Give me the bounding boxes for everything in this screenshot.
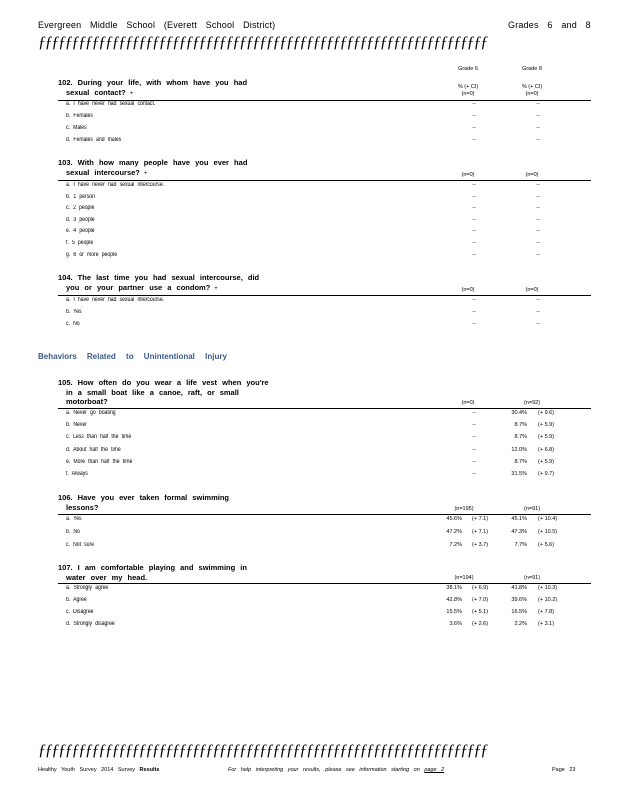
col-header-grade8: Grade 8	[522, 66, 542, 72]
table-cell: --	[536, 194, 540, 200]
table-cell: --	[536, 137, 540, 143]
table-cell: --	[536, 205, 540, 211]
question-106-title: 106. Have you ever taken formal swimming lessons?	[58, 493, 229, 512]
list-item: b. Yes	[66, 309, 82, 315]
table-cell: --	[536, 125, 540, 131]
table-cell: 47.3%	[511, 529, 527, 535]
page-link[interactable]: page 2	[424, 767, 445, 773]
table-cell: --	[536, 113, 540, 119]
section-heading: Behaviors Related to Unintentional Injury	[38, 352, 227, 361]
table-cell: --	[472, 309, 476, 315]
list-item: a. Yes	[66, 516, 82, 522]
table-cell: 12.0%	[511, 447, 527, 453]
col-subheader-grade8-pct: % (+ CI)	[521, 84, 543, 90]
table-cell: --	[472, 228, 476, 234]
list-item: c. Disagree	[66, 609, 94, 615]
table-cell: (+ 9.7)	[538, 471, 555, 477]
list-item: g. 6 or more people	[66, 252, 118, 258]
table-cell: --	[472, 434, 476, 440]
plus-marker: +	[143, 170, 148, 177]
table-cell: 8.7%	[514, 434, 527, 440]
table-cell: 2.2%	[514, 621, 527, 627]
n-grade8: (n=91)	[523, 506, 541, 512]
n-grade8: (n=92)	[523, 400, 541, 406]
table-cell: 38.1%	[446, 585, 462, 591]
table-cell: 31.5%	[511, 471, 527, 477]
table-cell: 16.5%	[511, 609, 527, 615]
list-item: b. Females	[66, 113, 93, 119]
footer-rule: ƒƒƒƒƒƒƒƒƒƒƒƒƒƒƒƒƒƒƒƒƒƒƒƒƒƒƒƒƒƒƒƒƒƒƒƒƒƒƒƒƒƒƒƒƒƒƒƒƒƒƒƒƒƒƒƒƒƒƒƒƒƒƒƒƒƒƒ	[38, 742, 487, 759]
table-cell: --	[472, 205, 476, 211]
question-104-title: 104. The last time you had sexual intercourse, did you or your partner use a condom? +	[58, 273, 260, 292]
table-cell: 8.7%	[514, 422, 527, 428]
table-cell: 7.2%	[449, 542, 462, 548]
list-item: a. I have never had sexual intercourse.	[66, 182, 165, 188]
table-cell: 47.2%	[446, 529, 462, 535]
table-cell: (+ 6.9)	[472, 585, 489, 591]
list-item: a. Never go boating	[66, 410, 116, 416]
question-103-title: 103. With how many people have you ever had sexual intercourse? +	[58, 158, 248, 177]
table-cell: (+ 9.6)	[538, 410, 555, 416]
question-103-rule	[58, 180, 591, 181]
question-107-rule	[58, 583, 591, 584]
list-item: d. 3 people	[66, 217, 95, 223]
col-subheader-grade6-n: (n=0)	[461, 91, 475, 97]
table-cell: (+ 10.5)	[538, 529, 558, 535]
table-cell: --	[472, 297, 476, 303]
list-item: e. More than half the time	[66, 459, 133, 465]
table-cell: --	[472, 240, 476, 246]
table-cell: 42.8%	[446, 597, 462, 603]
table-cell: --	[472, 447, 476, 453]
header-rule: ƒƒƒƒƒƒƒƒƒƒƒƒƒƒƒƒƒƒƒƒƒƒƒƒƒƒƒƒƒƒƒƒƒƒƒƒƒƒƒƒƒƒƒƒƒƒƒƒƒƒƒƒƒƒƒƒƒƒƒƒƒƒƒƒƒƒƒ	[38, 34, 487, 51]
table-cell: 30.4%	[511, 410, 527, 416]
col-subheader-grade6-pct: % (+ CI)	[457, 84, 479, 90]
table-cell: (+ 5.6)	[538, 542, 555, 548]
table-cell: --	[536, 240, 540, 246]
list-item: d. Females and males	[66, 137, 122, 143]
list-item: b. Never	[66, 422, 87, 428]
plus-marker: +	[214, 285, 218, 292]
table-cell: 8.7%	[514, 459, 527, 465]
table-cell: (+ 7.1)	[472, 516, 489, 522]
n-grade6: (n=195)	[454, 506, 474, 512]
table-cell: --	[472, 459, 476, 465]
table-cell: (+ 10.4)	[538, 516, 558, 522]
list-item: b. 1 person	[66, 194, 95, 200]
list-item: f. 5 people	[66, 240, 94, 246]
table-cell: --	[536, 182, 540, 188]
table-cell: --	[536, 297, 540, 303]
table-cell: (+ 3.7)	[472, 542, 489, 548]
question-106-rule	[58, 514, 591, 515]
table-cell: --	[472, 194, 476, 200]
list-item: f. Always	[66, 471, 88, 477]
list-item: a. Strongly agree	[66, 585, 109, 591]
table-cell: (+ 7.0)	[472, 597, 489, 603]
list-item: c. No	[66, 321, 80, 327]
list-item: a. I have never had sexual intercourse.	[66, 297, 165, 303]
table-cell: --	[472, 410, 476, 416]
col-header-grade6: Grade 6	[458, 66, 478, 72]
table-cell: --	[472, 471, 476, 477]
n-grade6: (n=0)	[461, 400, 475, 406]
n-grade8: (n=0)	[525, 172, 539, 178]
table-cell: --	[536, 217, 540, 223]
n-grade6: (n=194)	[454, 575, 474, 581]
footer-page-number: Page 23	[552, 767, 576, 773]
table-cell: (+ 5.9)	[538, 422, 555, 428]
report-grades: Grades 6 and 8	[508, 20, 591, 30]
table-cell: 45.6%	[446, 516, 462, 522]
table-cell: (+ 5.1)	[472, 609, 489, 615]
question-105-rule	[58, 408, 591, 409]
table-cell: (+ 5.9)	[538, 434, 555, 440]
report-school-title: Evergreen Middle School (Everett School District)	[38, 20, 276, 30]
col-subheader-grade8-n: (n=0)	[525, 91, 539, 97]
n-grade6: (n=0)	[461, 287, 475, 293]
list-item: c. Less than half the time	[66, 434, 132, 440]
question-107-title: 107. I am comfortable playing and swimming in water over my head.	[58, 563, 247, 582]
list-item: a. I have never had sexual contact.	[66, 101, 156, 107]
table-cell: 7.7%	[514, 542, 527, 548]
table-cell: (+ 2.6)	[472, 621, 489, 627]
table-cell: (+ 3.1)	[538, 621, 555, 627]
table-cell: --	[472, 422, 476, 428]
plus-marker: +	[129, 90, 134, 97]
n-grade8: (n=0)	[525, 287, 539, 293]
list-item: b. Agree	[66, 597, 87, 603]
table-cell: --	[472, 217, 476, 223]
list-item: c. Not sure	[66, 542, 95, 548]
table-cell: --	[472, 113, 476, 119]
table-cell: --	[536, 228, 540, 234]
table-cell: --	[472, 252, 476, 258]
footer-help-text: For help interpreting your results, please see information starting on page 2	[228, 767, 445, 773]
list-item: c. 2 people	[66, 205, 95, 211]
table-cell: (+ 10.3)	[538, 585, 558, 591]
list-item: e. 4 people	[66, 228, 95, 234]
table-cell: --	[472, 101, 476, 107]
table-cell: (+ 5.9)	[538, 459, 555, 465]
table-cell: --	[472, 125, 476, 131]
table-cell: --	[536, 309, 540, 315]
table-cell: --	[472, 321, 476, 327]
table-cell: --	[536, 321, 540, 327]
table-cell: --	[472, 182, 476, 188]
table-cell: 39.6%	[511, 597, 527, 603]
list-item: c. Males	[66, 125, 87, 131]
table-cell: 41.8%	[511, 585, 527, 591]
question-104-rule	[58, 295, 591, 296]
list-item: b. No	[66, 529, 80, 535]
question-105-title: 105. How often do you wear a life vest when you're in a small boat like a canoe, raft, or small motorboat?	[58, 378, 269, 406]
table-cell: (+ 10.2)	[538, 597, 558, 603]
table-cell: --	[472, 137, 476, 143]
n-grade8: (n=91)	[523, 575, 541, 581]
table-cell: --	[536, 252, 540, 258]
footer-survey-name: Healthy Youth Survey 2014 Survey Results	[38, 767, 160, 773]
table-cell: 3.6%	[449, 621, 462, 627]
question-102-title: 102. During your life, with whom have you had sexual contact? +	[58, 78, 248, 97]
table-cell: (+ 6.8)	[538, 447, 555, 453]
list-item: d. Strongly disagree	[66, 621, 115, 627]
table-cell: 15.5%	[446, 609, 462, 615]
n-grade6: (n=0)	[461, 172, 475, 178]
table-cell: 45.1%	[511, 516, 527, 522]
table-cell: (+ 7.1)	[472, 529, 489, 535]
table-cell: --	[536, 101, 540, 107]
list-item: d. About half the time	[66, 447, 121, 453]
table-cell: (+ 7.8)	[538, 609, 555, 615]
